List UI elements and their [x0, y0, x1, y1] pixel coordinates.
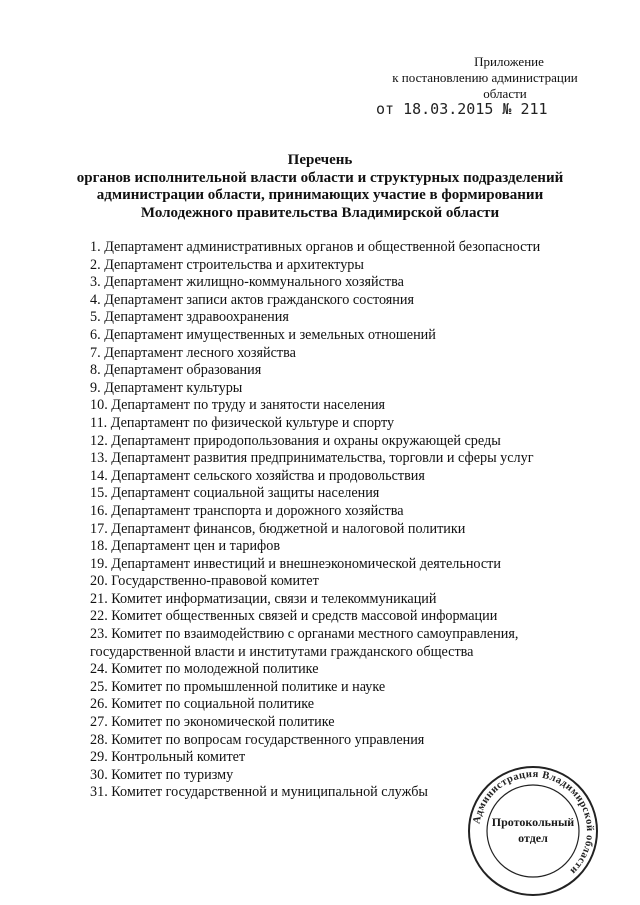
list-item-number: 25. [90, 678, 112, 695]
list-item-number: 8. [90, 362, 105, 379]
list-item [90, 309, 610, 327]
list-item-number: 23. [90, 626, 112, 643]
list-item-text: Департамент образования [104, 362, 262, 379]
list-item-text: Департамент финансов, бюджетной и налоговой политики [111, 520, 466, 537]
list-item-number: 29. [90, 749, 112, 766]
list-item-text: Департамент культуры [104, 379, 243, 396]
list-item-text: Департамент цен и тарифов [111, 538, 281, 555]
appendix-title: Приложение [474, 54, 544, 69]
list-item-number: 11. [90, 414, 111, 431]
list-item-number: 14. [90, 467, 112, 484]
list-item [90, 257, 610, 275]
list-item-text: Департамент имущественных и земельных отношений [104, 326, 436, 343]
list-item [90, 521, 610, 539]
list-item-number: 30. [90, 766, 112, 783]
list-item-text: Комитет по промышленной политике и науке [111, 678, 386, 695]
list-item [90, 556, 610, 574]
seal-stamp [466, 764, 600, 898]
list-item [90, 450, 610, 468]
list-item-number: 15. [90, 485, 112, 502]
list-item-text: Департамент инвестиций и внешнеэкономической деятельности [111, 555, 501, 572]
stamp-ring-text: Администрация Владимирской области [471, 768, 596, 877]
title-line-4: Молодежного правительства Владимирской области [140, 204, 500, 221]
list-item-number: 26. [90, 696, 112, 713]
list-item-text: Комитет информатизации, связи и телекоммуникаций [111, 590, 437, 607]
title-line-1: Перечень [287, 152, 353, 168]
list-item [90, 433, 610, 451]
list-item-number: 19. [90, 555, 112, 572]
list-item-text: Департамент лесного хозяйства [104, 344, 296, 361]
list-item [90, 679, 610, 697]
list-item-text: Департамент строительства и архитектуры [104, 256, 364, 273]
list-item [90, 503, 610, 521]
list-item [90, 397, 610, 415]
list-item-number: 7. [90, 344, 105, 361]
list-item-number: 3. [90, 274, 105, 291]
list-item-number: 16. [90, 502, 112, 519]
list-item-number: 31. [90, 784, 112, 801]
list-item-number: 5. [90, 309, 105, 326]
list-item [90, 327, 610, 345]
list-item-number: 17. [90, 520, 112, 537]
list-item-text: Департамент жилищно-коммунального хозяйства [104, 274, 404, 291]
list-item-text: Департамент социальной защиты населения [111, 485, 380, 502]
list-item [90, 239, 610, 257]
stamp-center-line-2: отдел [518, 831, 548, 845]
list-item [90, 485, 610, 503]
list-item-text: Комитет по молодежной политике [111, 661, 319, 678]
organization-list [90, 239, 610, 802]
list-item-text: Департамент транспорта и дорожного хозяйства [111, 502, 404, 519]
list-item-number: 6. [90, 326, 105, 343]
title-line-3: администрации области, принимающих участие в формировании [96, 187, 544, 203]
list-item-number: 2. [90, 256, 105, 273]
list-item-text: Департамент по физической культуре и спорту [110, 414, 395, 431]
list-item-text: государственной власти и институтами гражданского общества [90, 643, 474, 660]
list-item [90, 362, 610, 380]
list-item-text: Департамент сельского хозяйства и продовольствия [111, 467, 425, 484]
list-item-text: Департамент административных органов и общественной безопасности [104, 239, 541, 255]
list-item [90, 608, 610, 626]
decree-date-number: от 18.03.2015 № 211 [376, 100, 548, 118]
list-item-text: Комитет государственной и муниципальной службы [111, 784, 428, 801]
list-item [90, 380, 610, 398]
list-item-number: 4. [90, 291, 105, 308]
appendix-header [360, 54, 610, 102]
document-title [0, 152, 640, 222]
list-item-number: 18. [90, 538, 112, 555]
list-item [90, 573, 610, 591]
list-item [90, 292, 610, 310]
appendix-region: области [483, 86, 527, 101]
list-item [90, 714, 610, 732]
list-item-number: 1. [90, 239, 105, 255]
list-item-text: Комитет по взаимодействию с органами местного самоуправления, [111, 626, 519, 643]
list-item-number: 13. [90, 450, 112, 467]
list-item [90, 644, 610, 662]
list-item [90, 696, 610, 714]
list-item [90, 274, 610, 292]
list-item-number: 10. [90, 397, 112, 414]
stamp-center-line-1: Протокольный [491, 815, 575, 829]
list-item-text: Департамент здравоохранения [104, 309, 289, 326]
list-item-text: Департамент природопользования и охраны окружающей среды [111, 432, 501, 449]
list-item [90, 591, 610, 609]
list-item-text: Комитет по социальной политике [111, 696, 315, 713]
list-item [90, 468, 610, 486]
list-item-text: Комитет по вопросам государственного управления [111, 731, 425, 748]
list-item-text: Департамент развития предпринимательства, торговли и сферы услуг [111, 450, 534, 467]
list-item-number: 12. [90, 432, 112, 449]
list-item-text: Государственно-правовой комитет [111, 573, 319, 590]
appendix-subtitle: к постановлению администрации [392, 70, 578, 85]
list-item [90, 661, 610, 679]
list-item [90, 538, 610, 556]
list-item-number: 21. [90, 590, 112, 607]
list-item-text: Контрольный комитет [111, 749, 246, 766]
list-item-number: 24. [90, 661, 112, 678]
list-item-number: 27. [90, 714, 112, 731]
list-item-text: Комитет по туризму [111, 766, 234, 783]
list-item-number: 22. [90, 608, 112, 625]
list-item-number: 20. [90, 573, 112, 590]
title-line-2: органов исполнительной власти области и структурных подразделений [76, 169, 564, 186]
list-item-text: Департамент по труду и занятости населения [111, 397, 386, 414]
list-item-number: 9. [90, 379, 105, 396]
list-item-number: 28. [90, 731, 112, 748]
list-item [90, 626, 610, 644]
list-item-text: Комитет общественных связей и средств массовой информации [111, 608, 498, 625]
list-item [90, 345, 610, 363]
list-item [90, 732, 610, 750]
list-item-text: Департамент записи актов гражданского состояния [104, 291, 415, 308]
list-item-text: Комитет по экономической политике [111, 714, 335, 731]
list-item [90, 415, 610, 433]
